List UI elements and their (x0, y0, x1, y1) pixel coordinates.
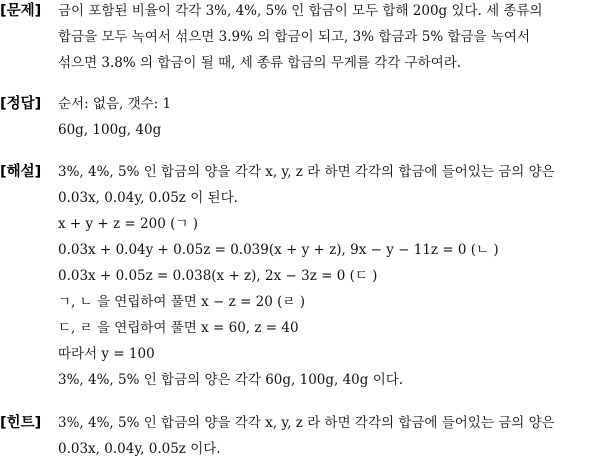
hint-line: 3%, 4%, 5% 인 합금의 양을 각각 x, y, z 라 하면 각각의 합금에 들어있는 금의 양은 (58, 415, 555, 431)
solution-line: ㄷ, ㄹ 을 연립하여 풀면 x = 60, z = 40 (58, 320, 299, 336)
problem-line: 섞으면 3.8% 의 합금이 될 때, 세 종류 합금의 무게를 각각 구하여라. (58, 55, 462, 71)
solution-body (58, 159, 590, 393)
answer-body (58, 91, 590, 143)
answer-line: 순서: 없음, 갯수: 1 (58, 96, 172, 112)
solution-line: 0.03x, 0.04y, 0.05z 이 된다. (58, 190, 238, 206)
solution-line: x + y + z = 200 (ㄱ ) (58, 216, 198, 232)
solution-label: [해설] (0, 164, 42, 180)
solution-line: 0.03x + 0.05z = 0.038(x + z), 2x − 3z = 0 (ㄷ ) (58, 268, 378, 284)
solution-line: 3%, 4%, 5% 인 합금의 양은 각각 60g, 100g, 40g 이다. (58, 372, 404, 388)
answer-label: [정답] (0, 96, 42, 112)
solution-line: 0.03x + 0.04y + 0.05z = 0.039(x + y + z), 9x − y − 11z = 0 (ㄴ ) (58, 242, 499, 258)
hint-label: [힌트] (0, 415, 42, 431)
hint-body (58, 410, 590, 462)
hint-line: 0.03x, 0.04y, 0.05z 이다. (58, 441, 221, 457)
solution-line: 3%, 4%, 5% 인 합금의 양을 각각 x, y, z 라 하면 각각의 합금에 들어있는 금의 양은 (58, 164, 555, 180)
solution-line: ㄱ, ㄴ 을 연립하여 풀면 x − z = 20 (ㄹ ) (58, 294, 305, 310)
problem-body (58, 0, 590, 76)
answer-line: 60g, 100g, 40g (58, 122, 162, 138)
problem-line: 합금을 모두 녹여서 섞으면 3.9% 의 합금이 되고, 3% 합금과 5% 합금을 녹여서 (58, 29, 530, 45)
problem-line: 금이 포함된 비율이 각각 3%, 4%, 5% 인 합금이 모두 합해 200g 있다. 세 종류의 (58, 3, 543, 19)
problem-label: [문제] (0, 3, 42, 19)
solution-line: 따라서 y = 100 (58, 346, 155, 362)
